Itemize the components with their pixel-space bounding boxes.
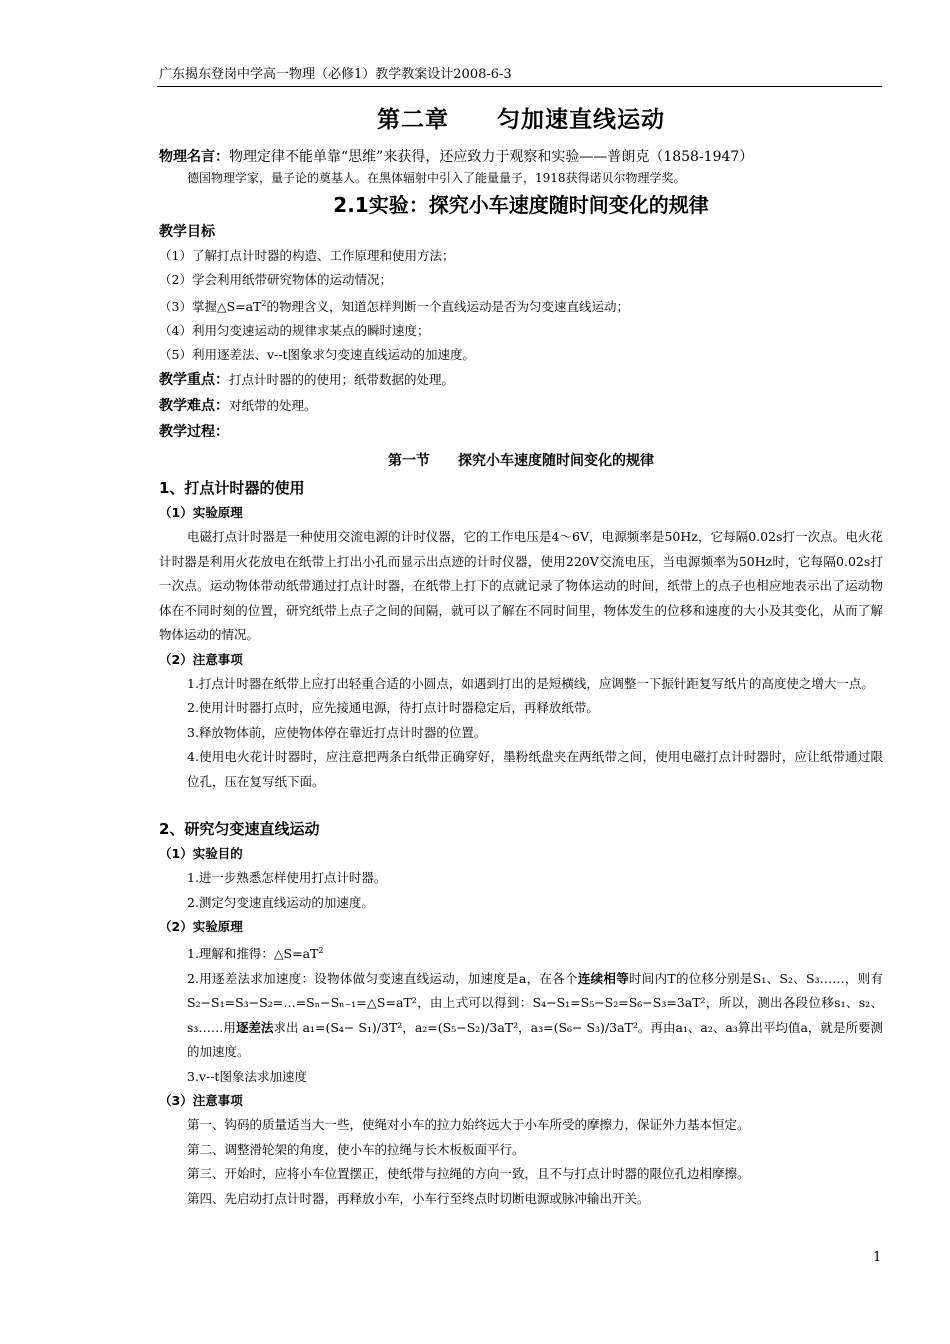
goal-item-text: 的物理含义，知道怎样判断一个直线运动是否为匀变速直线运动；	[266, 299, 630, 315]
header-rule	[157, 86, 882, 87]
principle-item: 3.v--t图象法求加速度	[187, 1068, 307, 1084]
principle-formula: ，则有 S₂−S₁=S₃−S₂=…=Sₙ−Sₙ₋₁=△S=aT²，由上式可以得到：S₄−S₁=S₅−S₂=S₆−S₃=3aT²，所以，测出各段位移s₁、s₂、s₃……用	[187, 970, 883, 1035]
difficulty-text: 对纸带的处理。	[229, 398, 317, 414]
note-item: 3.释放物体前，应使物体停在靠近打点计时器的位置。	[187, 724, 487, 740]
note-item: 2.使用计时器打点时，应先接通电源，待打点计时器稳定后，再释放纸带。	[187, 700, 599, 716]
goal-item-text: （3）掌握△S=aT	[159, 299, 262, 315]
principle-text: 2.用逐差法求加速度：设物体做匀变速直线运动，加速度是a，在各个	[187, 970, 578, 986]
quote-label: 物理名言：	[159, 149, 229, 165]
emphasis: 连续相等	[577, 970, 629, 986]
note-item: 1.打点计时器在纸带上应打出轻重合适的小圆点，如遇到打出的是短横线，应调整一下振针距复写纸片的高度使之增大一点。	[187, 675, 874, 691]
goal-item: （4）利用匀变速运动的规律求某点的瞬时速度；	[159, 323, 430, 339]
page-number: 1	[873, 1250, 882, 1265]
goal-item	[159, 292, 883, 319]
principle-item	[159, 939, 883, 967]
part1-principle-text: 电磁打点计时器是一种使用交流电源的计时仪器，它的工作电压是4～6V，电源频率是50Hz，它每隔0.02s打一次点。电火花计时器是利用火花放电在纸带上打出小孔而显示出点迹的计时仪器，使用220V交流电压，当电源频率为50Hz时，它每隔0.02s打一次点。运动物体带动纸带通过打点计时器，在纸带上打下的点就记录了物体运动的时间，纸带上的点子也相应地表示出了运动物体在不同时刻的位置，研究纸带上点子之间的间隔，就可以了解在不同时间里，物体发生的位移和速度的大小及其变化，从而了解物体运动的情况。	[159, 529, 883, 643]
page-header: 广东揭东登岗中学高一物理（必修1）教学教案设计2008-6-3	[159, 67, 512, 82]
part1-notes-heading: （2）注意事项	[159, 651, 243, 667]
key-point	[159, 367, 883, 393]
part2-principle-heading: （2）实验原理	[159, 919, 243, 935]
part2-heading: 2、研究匀变速直线运动	[159, 820, 320, 839]
emphasis: 逐差法	[235, 1019, 274, 1035]
goals-heading: 教学目标	[159, 224, 215, 240]
superscript: 2	[318, 946, 324, 956]
quote-bio: 德国物理学家，量子论的奠基人。在黑体辐射中引入了能量量子，1918获得诺贝尔物理学奖。	[187, 171, 686, 185]
principle-text: ₁、S₂、S₃……	[761, 970, 845, 986]
difficulty-label: 教学难点：	[159, 398, 229, 415]
page-content	[159, 102, 883, 1211]
difficulty	[159, 393, 883, 419]
note-item: 第一、钩码的质量适当大一些，使绳对小车的拉力始终远大于小车所受的摩擦力，保证外力基本恒定。	[187, 1117, 750, 1133]
purpose-item: 2.测定匀变速直线运动的加速度。	[187, 894, 374, 910]
part2-notes-heading: （3）注意事项	[159, 1093, 243, 1109]
purpose-item: 1.进一步熟悉怎样使用打点计时器。	[187, 870, 387, 886]
superscript: 2	[261, 299, 267, 308]
note-item: 第二、调整滑轮架的角度，使小车的拉绳与长木板板面平行。	[187, 1141, 525, 1157]
physics-quote	[159, 146, 883, 168]
note-item: 第四、先启动打点计时器，再释放小车，小车行至终点时切断电源或脉冲输出开关。	[187, 1190, 650, 1206]
goal-item: （1）了解打点计时器的构造、工作原理和使用方法；	[159, 248, 455, 263]
goal-item: （5）利用逐差法、v--t图象求匀变速直线运动的加速度。	[159, 347, 475, 363]
principle-item	[159, 967, 883, 1065]
principle-text: 求出 a₁=(S₄− S₁)/3T²，a₂=(S₅−S₂)/3aT²，a₃=(S₆− S₃)/3aT²。再由a₁、a₂、a₃算出平均值a，就是所要测的加速度。	[187, 1019, 883, 1060]
goal-item: （2）学会利用纸带研究物体的运动情况；	[159, 272, 392, 287]
note-item: 4.使用电火花计时器时，应注意把两条白纸带正确穿好，墨粉纸盘夹在两纸带之间，使用电磁打点计时器时，应让纸带通过限位孔，压在复写纸下面。	[187, 749, 883, 789]
part1-heading: 1、打点计时器的使用	[159, 479, 305, 498]
process	[159, 419, 883, 445]
key-point-label: 教学重点：	[159, 372, 229, 389]
process-label: 教学过程：	[159, 424, 229, 441]
part2-purpose-heading: （1）实验目的	[159, 846, 243, 862]
principle-text: 1.理解和推得：△S=aT	[187, 946, 319, 962]
lesson-title: 第一节 探究小车速度随时间变化的规律	[388, 453, 654, 470]
key-point-text: 打点计时器的的使用；纸带数据的处理。	[229, 372, 455, 388]
principle-text: 时间内T的位移分别是S	[628, 970, 762, 986]
part1-principle-heading: （1）实验原理	[159, 505, 243, 521]
note-item: 第三、开始时，应将小车位置摆正，使纸带与拉绳的方向一致，且不与打点计时器的限位孔边相摩擦。	[187, 1166, 750, 1182]
chapter-title: 第二章 匀加速直线运动	[377, 107, 665, 133]
spacer	[159, 794, 883, 816]
quote-text: 物理定律不能单靠“思维”来获得，还应致力于观察和实验——普朗克（1858-1947）	[229, 149, 754, 165]
section-title: 2.1实验：探究小车速度随时间变化的规律	[333, 193, 709, 217]
